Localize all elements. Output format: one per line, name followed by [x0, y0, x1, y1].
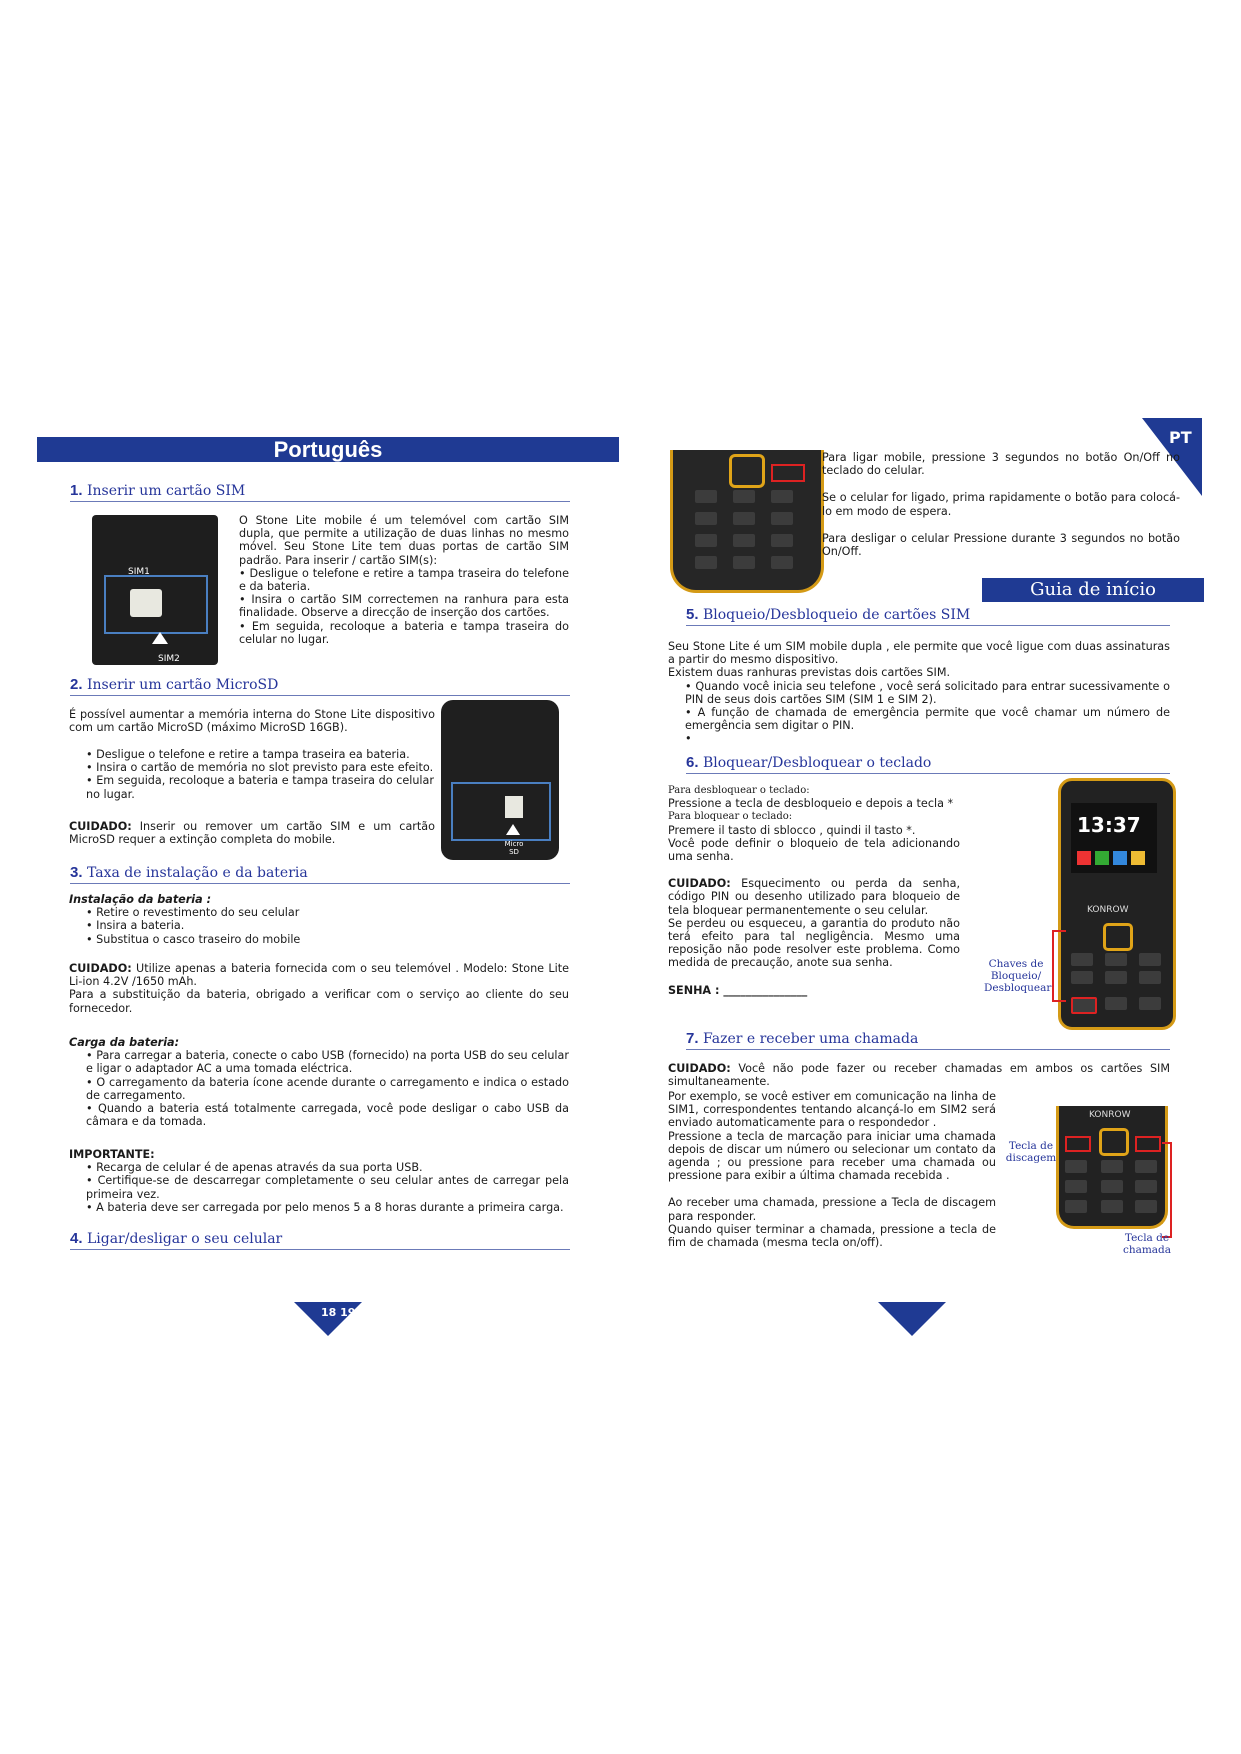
phone-brand: KONROW — [1087, 905, 1129, 915]
lock-keys-phone-image — [1058, 778, 1176, 1030]
section-7-title: 7. Fazer e receber uma chamada — [686, 1030, 1170, 1050]
dial-key-label: Tecla de discagem — [1005, 1140, 1057, 1164]
right-banner: Guia de início — [982, 578, 1204, 602]
section-3-important: IMPORTANTE: • Recarga de celular é de apenas através da sua porta USB. • Certifique-se de descarregar completamente o seu celular antes de carregar pela primeira vez. • A bateria deve ser carregada por pelo menos 5 a 8 horas durante a primeira carga. — [69, 1148, 569, 1214]
section-2-intro: É possível aumentar a memória interna do Stone Lite dispositivo com um cartão MicroSD (máximo MicroSD 16GB). — [69, 708, 435, 735]
sim2-label: SIM2 — [158, 654, 180, 664]
call-keys-phone-image — [1056, 1106, 1168, 1229]
sim-slot-image — [92, 515, 218, 665]
section-7-text: Por exemplo, se você estiver em comunicação na linha de SIM1, correspondentes tentando alcançá-lo em SIM2 será enviado automaticamente para o respondedor . Pressione a tecla de marcação para iniciar uma chamada depois de discar um número ou selecionar um contato da agenda ; ou pressione para receber uma chamada ou pressione para exibir a última chamada recebida . Ao receber uma chamada, pressione a Tecla de discagem para responder. Quando quiser terminar a chamada, pressione a tecla de fim de chamada (mesma tecla on/off). — [668, 1090, 996, 1250]
sim1-label: SIM1 — [128, 567, 150, 577]
arrow-up-icon — [152, 632, 168, 644]
section-6-title: 6. Bloquear/Desbloquear o teclado — [686, 754, 1170, 774]
section-4-title: 4. Ligar/desligar o seu celular — [70, 1230, 570, 1250]
section-5-text: Seu Stone Lite é um SIM mobile dupla , ele permite que você ligue com duas assinaturas a partir do mesmo dispositivo. Existem duas ranhuras previstas dois cartões SIM. • Quando você inicia seu telefone , você será solicitado para entrar sucessivamente o PIN de seus dois cartões SIM (SIM 1 e SIM 2). • A função de chamada de emergência permite que você chamar um número de emergência sem digitar o PIN. • — [668, 640, 1170, 746]
power-key-image — [670, 450, 824, 593]
call-key-callout — [1162, 1142, 1172, 1238]
pt-tab-label: PT — [1169, 428, 1192, 447]
section-3-charge: Carga da bateria: • Para carregar a bateria, conecte o cabo USB (fornecido) na porta USB do seu celular e ligar o adaptador AC a uma tomada eléctrica. • O carregamento da bateria ícone acende durante o carregamento e indica o estado de carregamento. • Quando a bateria está totalmente carregada, você pode desligar o cabo USB da câmara e da tomada. — [69, 1036, 569, 1129]
section-2-bullets: • Desligue o telefone e retire a tampa traseira ea bateria. • Insira o cartão de memória no slot previsto para este efeito. • Em seguida, recoloque a bateria e tampa traseira do celular no lugar. — [86, 748, 434, 801]
section-5-title: 5. Bloqueio/Desbloqueio de cartões SIM — [686, 606, 1170, 626]
phone-brand: KONROW — [1089, 1110, 1131, 1120]
section-2-title: 2. Inserir um cartão MicroSD — [70, 676, 570, 696]
page-number: 18 19 — [321, 1306, 356, 1319]
section-3-caution: CUIDADO: Utilize apenas a bateria fornecida com o seu telemóvel . Modelo: Stone Lite Li-ion 4.2V /1650 mAh. Para a substituição da bateria, obrigado a verificar com o serviço ao cliente do seu fornecedor. — [69, 962, 569, 1015]
section-2-caution: CUIDADO: Inserir ou remover um cartão SIM e um cartão MicroSD requer a extinção completa do mobile. — [69, 820, 435, 847]
section-3-install: Instalação da bateria : • Retire o revestimento do seu celular • Insira a bateria. • Substitua o casco traseiro do mobile — [69, 893, 301, 946]
section-6-text: Para desbloquear o teclado: Pressione a tecla de desbloqueio e depois a tecla * Para bloquear o teclado: Premere il tasto di sblocco , quindi il tasto *. Você pode definir o bloqueio de tela adicionando uma senha. CUIDADO: Esquecimento ou perda da senha, código PIN ou desenho utilizado para bloqueio de tela bloquear permanentemente o seu celular. Se perdeu ou esqueceu, a garantia do produto não terá efeito para tal negligência. Mesmo uma reposição não pode resolver este problema. Como medida de precaução, anote sua senha. SENHA : _______________ — [668, 785, 960, 997]
phone-clock: 13:37 — [1077, 813, 1141, 837]
call-key-label: Tecla de chamada — [1122, 1232, 1172, 1256]
section-1-title: 1. Inserir um cartão SIM — [70, 482, 570, 502]
section-3-title: 3. Taxa de instalação e da bateria — [70, 864, 570, 884]
power-text: Para ligar mobile, pressione 3 segundos no botão On/Off no teclado do celular. Se o celular for ligado, prima rapidamente o botão para colocá-lo em modo de espera. Para desligar o celular Pressione durante 3 segundos no botão On/Off. — [822, 451, 1180, 559]
section-7-caution: CUIDADO: Você não pode fazer ou receber chamadas em ambos os cartões SIM simultaneamente. — [668, 1062, 1170, 1089]
page-marker-left — [294, 1302, 362, 1336]
lock-keys-callout — [1052, 930, 1066, 1002]
arrow-up-icon — [506, 824, 520, 835]
left-banner: Português — [37, 437, 619, 462]
microsd-label: Micro SD — [504, 840, 524, 856]
page-marker-right — [878, 1302, 946, 1336]
lock-keys-label: Chaves de Bloqueio/ Desbloquear — [984, 958, 1052, 994]
microsd-slot-image — [441, 700, 559, 860]
section-1-text: O Stone Lite mobile é um telemóvel com cartão SIM dupla, que permite a utilização de duas linhas no mesmo móvel. Seu Stone Lite tem duas portas de cartão SIM padrão. Para inserir / cartão SIM(s): • Desligue o telefone e retire a tampa traseira do telefone e da bateria. • Insira o cartão SIM correctemen na ranhura para esta finalidade. Observe a direcção de inserção dos cartões. • Em seguida, recoloque a bateria e tampa traseira do celular no lugar. — [239, 514, 569, 646]
